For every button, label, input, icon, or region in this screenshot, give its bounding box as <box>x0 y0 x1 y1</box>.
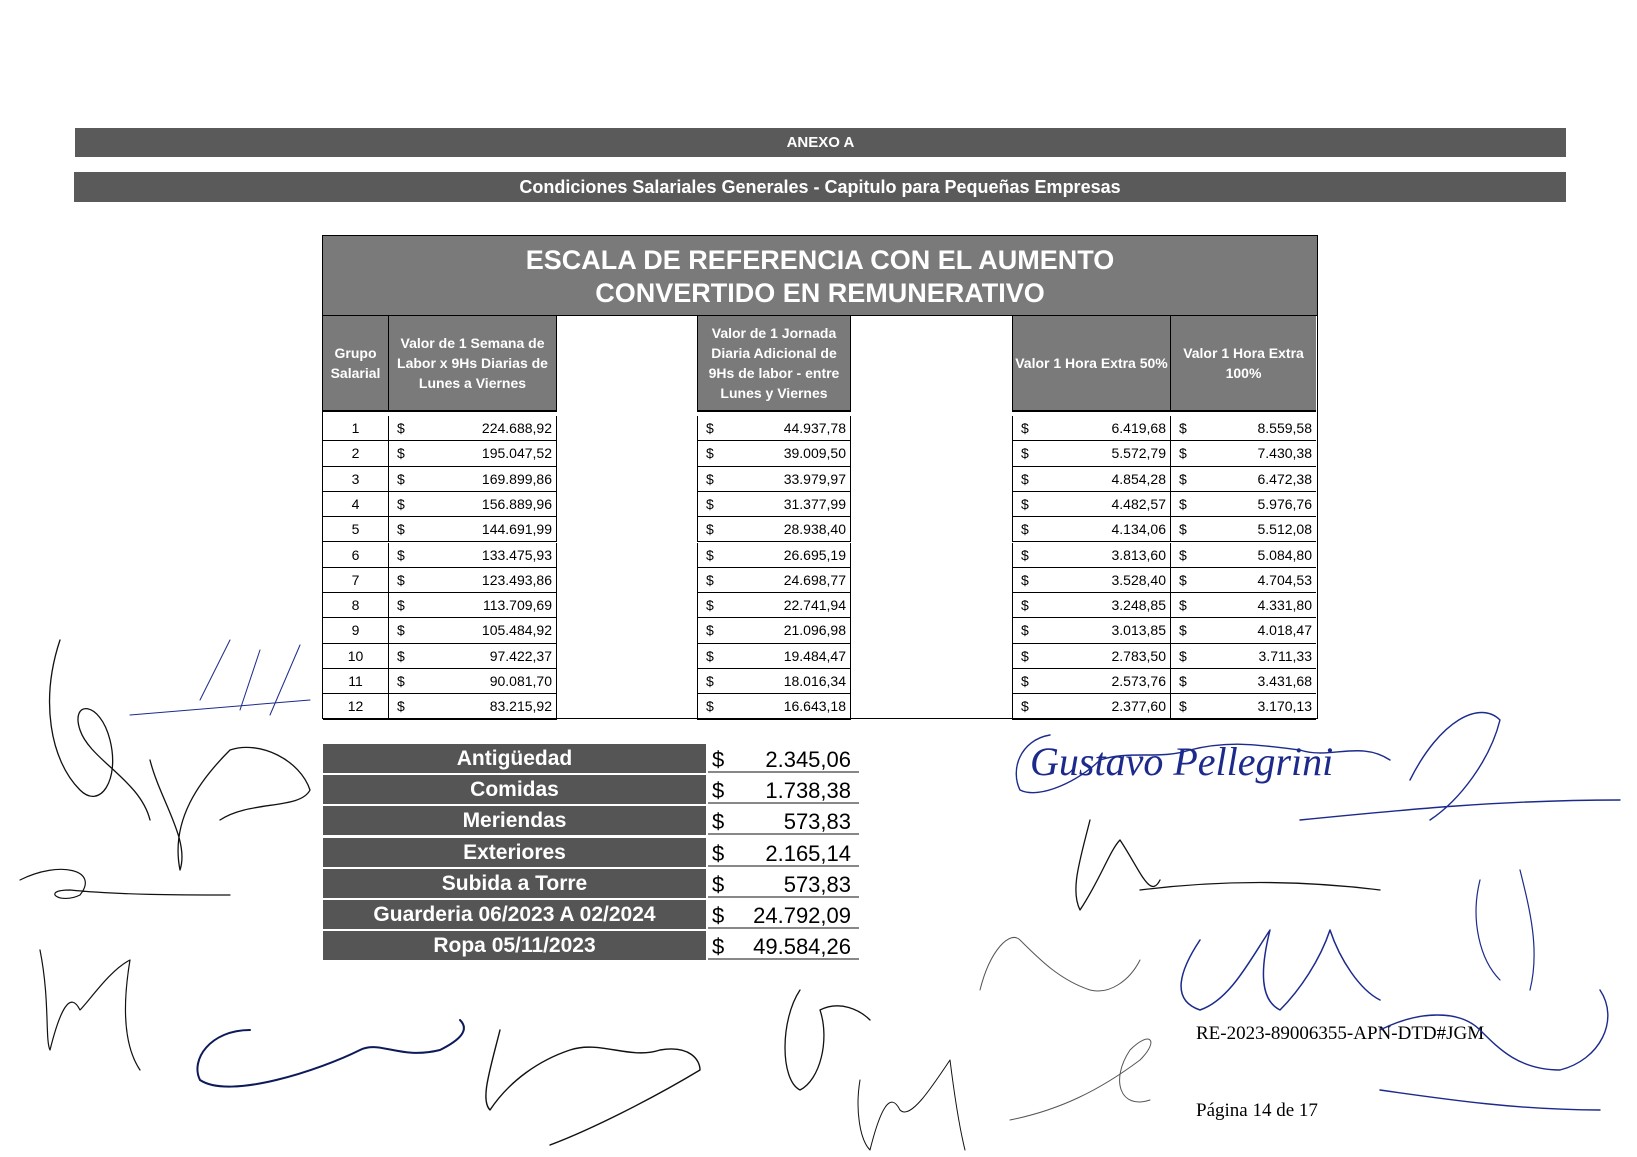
currency-symbol: $ <box>397 597 405 614</box>
amount: 33.979,97 <box>783 470 846 487</box>
extra-value <box>708 775 859 804</box>
day-cell <box>698 467 851 492</box>
blank-cell <box>557 441 698 466</box>
signature-right-2 <box>1300 713 1620 821</box>
extra50-cell <box>1013 467 1171 492</box>
signature-left-1 <box>50 640 150 820</box>
amount: 16.643,18 <box>783 698 846 715</box>
currency-symbol: $ <box>712 871 725 897</box>
scale-title-line2: CONVERTIDO EN REMUNERATIVO <box>595 278 1045 308</box>
blank-cell <box>557 543 698 568</box>
currency-symbol: $ <box>1021 597 1029 614</box>
currency-symbol: $ <box>706 546 714 563</box>
currency-symbol: $ <box>712 903 725 928</box>
week-cell <box>389 492 557 517</box>
currency-symbol: $ <box>1179 673 1187 689</box>
amount: 39.009,50 <box>783 445 846 462</box>
extra-row <box>323 806 859 837</box>
currency-symbol: $ <box>712 747 725 772</box>
amount: 144.691,99 <box>481 521 552 538</box>
currency-symbol: $ <box>706 521 714 538</box>
blank-cell <box>557 492 698 517</box>
blank-cell <box>851 593 1013 618</box>
amount: 5.512,08 <box>1257 521 1312 538</box>
signature-right-1 <box>1016 735 1390 793</box>
currency-symbol: $ <box>1021 622 1029 639</box>
extra50-cell <box>1013 618 1171 643</box>
blank-cell <box>851 618 1013 643</box>
currency-symbol: $ <box>712 934 725 960</box>
blank-cell <box>851 669 1013 694</box>
table-row <box>323 517 1317 542</box>
extra-value <box>708 806 859 835</box>
amount: 5.572,79 <box>1111 445 1166 462</box>
blank-cell <box>557 593 698 618</box>
document-reference: RE-2023-89006355-APN-DTD#JGM <box>1196 1023 1485 1044</box>
blank-cell <box>557 644 698 669</box>
extra100-cell <box>1171 441 1316 466</box>
extra100-cell <box>1171 492 1316 517</box>
currency-symbol: $ <box>712 809 725 835</box>
currency-symbol: $ <box>1021 420 1029 436</box>
currency-symbol: $ <box>1021 521 1029 538</box>
amount: 4.018,47 <box>1257 622 1312 639</box>
currency-symbol: $ <box>397 622 405 639</box>
day-cell <box>698 618 851 643</box>
signature-right-4 <box>980 937 1140 991</box>
blank-cell <box>851 568 1013 593</box>
signature-left-4 <box>20 869 230 898</box>
group-cell: 9 <box>323 618 389 643</box>
extra100-cell <box>1171 568 1316 593</box>
currency-symbol: $ <box>1179 445 1187 462</box>
blank-cell <box>851 467 1013 492</box>
amount: 21.096,98 <box>783 622 846 639</box>
amount: 7.430,38 <box>1257 445 1312 462</box>
amount: 3.711,33 <box>1258 647 1312 664</box>
currency-symbol: $ <box>397 470 405 487</box>
week-cell <box>389 543 557 568</box>
table-row <box>323 618 1317 643</box>
extra50-cell <box>1013 593 1171 618</box>
currency-symbol: $ <box>397 673 405 689</box>
week-cell <box>389 593 557 618</box>
amount: 3.248,85 <box>1111 597 1166 614</box>
currency-symbol: $ <box>1179 698 1187 715</box>
extra-label: Meriendas <box>323 806 706 837</box>
blank-cell <box>557 669 698 694</box>
extra50-cell <box>1013 568 1171 593</box>
week-cell <box>389 517 557 542</box>
salary-scale-table <box>322 235 1318 719</box>
blank-cell <box>557 694 698 719</box>
amount: 195.047,52 <box>481 445 552 462</box>
currency-symbol: $ <box>706 673 714 689</box>
extra100-cell <box>1171 618 1316 643</box>
extra-label: Antigüedad <box>323 744 706 775</box>
currency-symbol: $ <box>1021 445 1029 462</box>
anexo-title-bar: ANEXO A <box>75 128 1566 157</box>
currency-symbol: $ <box>1179 495 1187 512</box>
extra-label: Ropa 05/11/2023 <box>323 931 706 962</box>
amount: 4.134,06 <box>1111 521 1166 538</box>
extra50-cell <box>1013 517 1171 542</box>
group-cell: 8 <box>323 593 389 618</box>
week-cell <box>389 441 557 466</box>
amount: 2.783,50 <box>1111 647 1166 664</box>
table-row <box>323 644 1317 669</box>
scale-title-line1: ESCALA DE REFERENCIA CON EL AUMENTO <box>525 245 1115 275</box>
group-cell: 2 <box>323 441 389 466</box>
amount: 31.377,99 <box>783 495 846 512</box>
week-cell <box>389 568 557 593</box>
amount: 3.431,68 <box>1257 673 1312 689</box>
amount: 90.081,70 <box>489 673 552 689</box>
extra-value <box>708 838 859 867</box>
week-cell <box>389 694 557 719</box>
table-row <box>323 543 1317 568</box>
table-row <box>323 492 1317 517</box>
signature-right-3 <box>1076 820 1380 910</box>
currency-symbol: $ <box>1021 647 1029 664</box>
amount: 156.889,96 <box>481 495 552 512</box>
amount: 4.331,80 <box>1257 597 1312 614</box>
amount: 19.484,47 <box>783 647 846 664</box>
extra-label: Exteriores <box>323 838 706 869</box>
amount: 3.528,40 <box>1111 571 1166 588</box>
extra-label: Guarderia 06/2023 A 02/2024 <box>323 900 706 931</box>
day-cell <box>698 669 851 694</box>
currency-symbol: $ <box>1021 571 1029 588</box>
amount: 5.084,80 <box>1257 546 1312 563</box>
group-cell: 1 <box>323 416 389 441</box>
amount: 3.813,60 <box>1111 546 1166 563</box>
extra100-cell <box>1171 644 1316 669</box>
table-row <box>323 467 1317 492</box>
extra100-cell <box>1171 467 1316 492</box>
amount: 113.709,69 <box>482 597 552 614</box>
extra100-cell <box>1171 517 1316 542</box>
amount: 4.854,28 <box>1111 470 1166 487</box>
signature-left-3 <box>150 747 310 870</box>
currency-symbol: $ <box>706 445 714 462</box>
currency-symbol: $ <box>1179 647 1187 664</box>
extra-value <box>708 900 859 929</box>
table-row <box>323 441 1317 466</box>
amount: 2.165,14 <box>765 840 851 866</box>
signature-gustavo: Gustavo Pellegrini <box>1030 739 1334 784</box>
header-week: Valor de 1 Semana de Labor x 9Hs Diarias de Lunes a Viernes <box>389 316 557 412</box>
extra-value <box>708 931 859 960</box>
table-row <box>323 593 1317 618</box>
currency-symbol: $ <box>1179 597 1187 614</box>
amount: 1.738,38 <box>765 778 851 804</box>
extra50-cell <box>1013 441 1171 466</box>
currency-symbol: $ <box>706 420 714 436</box>
amount: 24.792,09 <box>753 903 851 928</box>
amount: 97.422,37 <box>489 647 552 664</box>
blank-cell <box>851 441 1013 466</box>
currency-symbol: $ <box>706 597 714 614</box>
amount: 6.419,68 <box>1111 420 1166 436</box>
week-cell <box>389 618 557 643</box>
table-row <box>323 694 1317 719</box>
amount: 573,83 <box>783 809 851 835</box>
extra100-cell <box>1171 416 1316 441</box>
extra-value <box>708 869 859 898</box>
extra50-cell <box>1013 543 1171 568</box>
blank-cell <box>851 543 1013 568</box>
currency-symbol: $ <box>706 647 714 664</box>
currency-symbol: $ <box>397 445 405 462</box>
blank-cell <box>851 492 1013 517</box>
header-extra100: Valor 1 Hora Extra 100% <box>1171 316 1316 412</box>
blank-cell <box>557 517 698 542</box>
group-cell: 3 <box>323 467 389 492</box>
amount: 169.899,86 <box>481 470 552 487</box>
day-cell <box>698 543 851 568</box>
week-cell <box>389 416 557 441</box>
currency-symbol: $ <box>706 622 714 639</box>
currency-symbol: $ <box>1021 546 1029 563</box>
signature-right-6 <box>1380 990 1608 1110</box>
extra-row <box>323 869 859 900</box>
signature-right-7 <box>1476 870 1534 990</box>
amount: 4.704,53 <box>1257 571 1312 588</box>
amount: 3.013,85 <box>1111 622 1166 639</box>
signature-left-2 <box>130 640 310 715</box>
amount: 123.493,86 <box>481 571 552 588</box>
day-cell <box>698 644 851 669</box>
blank-cell <box>851 644 1013 669</box>
extra50-cell <box>1013 416 1171 441</box>
group-cell: 7 <box>323 568 389 593</box>
header-gap-2 <box>851 316 1013 412</box>
amount: 8.559,58 <box>1257 420 1312 436</box>
currency-symbol: $ <box>397 647 405 664</box>
currency-symbol: $ <box>706 495 714 512</box>
extra50-cell <box>1013 694 1171 719</box>
currency-symbol: $ <box>1179 546 1187 563</box>
extra50-cell <box>1013 644 1171 669</box>
signature-right-8 <box>1010 1039 1151 1120</box>
amount: 2.573,76 <box>1111 673 1166 689</box>
header-group: Grupo Salarial <box>323 316 389 412</box>
week-cell <box>389 669 557 694</box>
day-cell <box>698 492 851 517</box>
amount: 4.482,57 <box>1111 495 1166 512</box>
amount: 49.584,26 <box>753 934 851 960</box>
blank-cell <box>557 467 698 492</box>
currency-symbol: $ <box>1021 495 1029 512</box>
currency-symbol: $ <box>706 571 714 588</box>
currency-symbol: $ <box>397 698 405 715</box>
signature-right-5 <box>1181 930 1380 1010</box>
scale-title <box>323 236 1317 316</box>
signature-bottom-4 <box>858 1060 965 1150</box>
extra50-cell <box>1013 492 1171 517</box>
currency-symbol: $ <box>397 546 405 563</box>
currency-symbol: $ <box>1179 470 1187 487</box>
group-cell: 6 <box>323 543 389 568</box>
group-cell: 10 <box>323 644 389 669</box>
table-row <box>323 669 1317 694</box>
week-cell <box>389 467 557 492</box>
currency-symbol: $ <box>397 571 405 588</box>
currency-symbol: $ <box>1179 571 1187 588</box>
amount: 44.937,78 <box>783 420 846 436</box>
header-day: Valor de 1 Jornada Diaria Adicional de 9Hs de labor - entre Lunes y Viernes <box>698 316 851 412</box>
page-number: Página 14 de 17 <box>1196 1100 1318 1121</box>
amount: 3.170,13 <box>1257 698 1312 715</box>
table-row <box>323 568 1317 593</box>
signature-left-5 <box>40 950 140 1070</box>
currency-symbol: $ <box>706 470 714 487</box>
extra100-cell <box>1171 694 1316 719</box>
day-cell <box>698 593 851 618</box>
day-cell <box>698 694 851 719</box>
currency-symbol: $ <box>1179 622 1187 639</box>
amount: 28.938,40 <box>783 521 846 538</box>
currency-symbol: $ <box>397 495 405 512</box>
signature-bottom-1 <box>197 1020 463 1087</box>
extra-value <box>708 744 859 773</box>
extra-label: Subida a Torre <box>323 869 706 900</box>
blank-cell <box>557 618 698 643</box>
amount: 26.695,19 <box>783 546 846 563</box>
currency-symbol: $ <box>1021 470 1029 487</box>
amount: 133.475,93 <box>481 546 552 563</box>
amount: 5.976,76 <box>1257 495 1312 512</box>
extra-row <box>323 900 859 931</box>
amount: 224.688,92 <box>481 420 552 436</box>
amount: 2.377,60 <box>1111 698 1166 715</box>
extra-row <box>323 775 859 806</box>
extra-label: Comidas <box>323 775 706 806</box>
amount: 18.016,34 <box>783 673 846 689</box>
group-cell: 5 <box>323 517 389 542</box>
extra-row <box>323 838 859 869</box>
currency-symbol: $ <box>1021 673 1029 689</box>
signature-bottom-2 <box>486 1030 700 1145</box>
blank-cell <box>557 416 698 441</box>
week-cell <box>389 644 557 669</box>
day-cell <box>698 441 851 466</box>
signature-bottom-3 <box>785 990 870 1090</box>
blank-cell <box>851 694 1013 719</box>
day-cell <box>698 517 851 542</box>
currency-symbol: $ <box>397 420 405 436</box>
header-extra50: Valor 1 Hora Extra 50% <box>1013 316 1171 412</box>
group-cell: 4 <box>323 492 389 517</box>
currency-symbol: $ <box>1179 521 1187 538</box>
extra-row <box>323 931 859 962</box>
currency-symbol: $ <box>1179 420 1187 436</box>
conditions-title-bar: Condiciones Salariales Generales - Capitulo para Pequeñas Empresas <box>74 172 1566 202</box>
extra100-cell <box>1171 543 1316 568</box>
group-cell: 12 <box>323 694 389 719</box>
currency-symbol: $ <box>1021 698 1029 715</box>
day-cell <box>698 568 851 593</box>
amount: 105.484,92 <box>481 622 552 639</box>
extra50-cell <box>1013 669 1171 694</box>
header-gap-1 <box>557 316 698 412</box>
amount: 83.215,92 <box>489 698 552 715</box>
currency-symbol: $ <box>712 840 725 866</box>
amount: 24.698,77 <box>783 571 846 588</box>
blank-cell <box>851 517 1013 542</box>
amount: 2.345,06 <box>765 747 851 772</box>
currency-symbol: $ <box>712 778 725 804</box>
blank-cell <box>557 568 698 593</box>
amount: 573,83 <box>783 871 851 897</box>
extra100-cell <box>1171 593 1316 618</box>
currency-symbol: $ <box>397 521 405 538</box>
group-cell: 11 <box>323 669 389 694</box>
extra100-cell <box>1171 669 1316 694</box>
extra-row <box>323 744 859 775</box>
day-cell <box>698 416 851 441</box>
blank-cell <box>851 416 1013 441</box>
amount: 6.472,38 <box>1257 470 1312 487</box>
currency-symbol: $ <box>706 698 714 715</box>
table-row <box>323 416 1317 441</box>
amount: 22.741,94 <box>783 597 846 614</box>
